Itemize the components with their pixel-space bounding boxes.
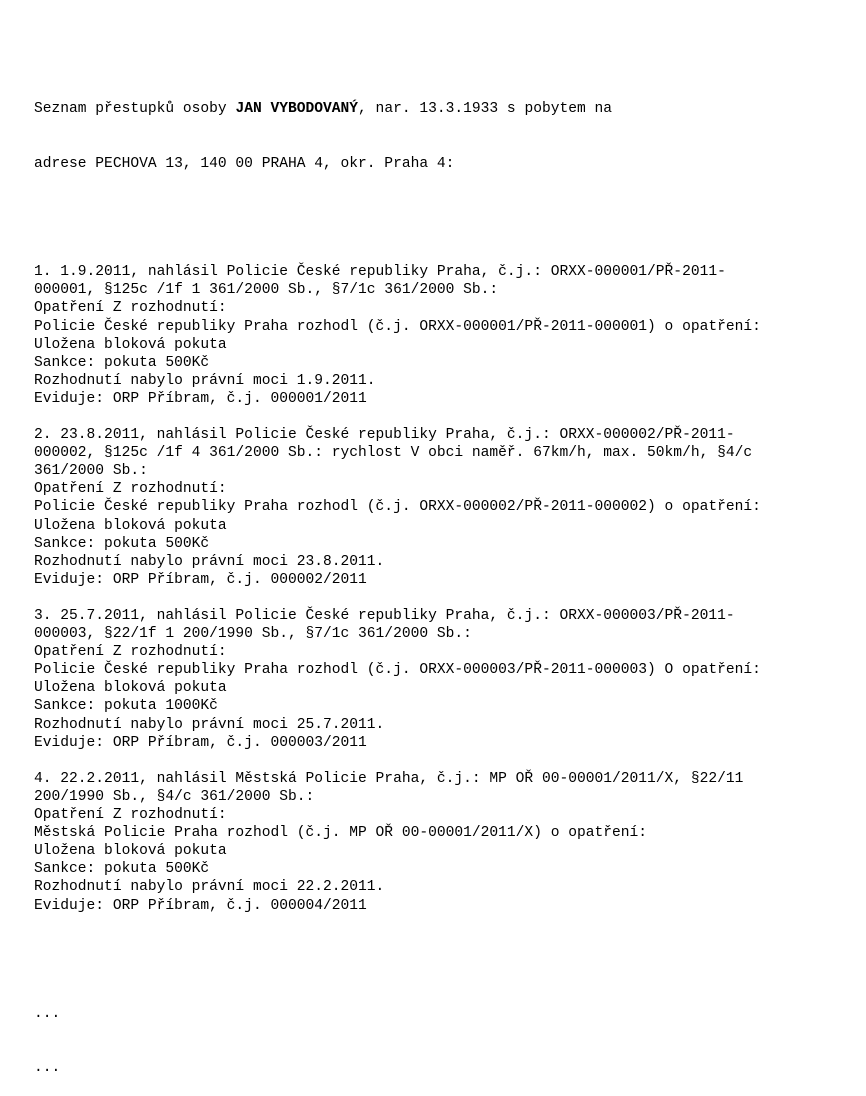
- record-line: Městská Policie Praha rozhodl (č.j. MP OŘ 00-00001/2011/X) o opatření:: [34, 825, 648, 842]
- header-prefix: Seznam přestupků osoby: [34, 101, 236, 118]
- offense-record: [34, 263, 854, 408]
- record-line: 000001, §125c /1f 1 361/2000 Sb., §7/1c 361/2000 Sb.:: [34, 282, 499, 299]
- record-line: Eviduje: ORP Příbram, č.j. 000001/2011: [34, 390, 367, 407]
- record-line: Policie České republiky Praha rozhodl (č.j. ORXX-000002/PŘ-2011-000002) o opatření:: [34, 499, 761, 516]
- header-suffix: , nar. 13.3.1933 s pobytem na: [358, 101, 613, 118]
- spacer: [34, 245, 854, 263]
- record-line: Sankce: pokuta 500Kč: [34, 861, 210, 878]
- record-line: Sankce: pokuta 500Kč: [34, 354, 210, 371]
- record-line: 200/1990 Sb., §4/c 361/2000 Sb.:: [34, 788, 315, 805]
- spacer: [34, 408, 854, 426]
- record-line: Opatření Z rozhodnutí:: [34, 644, 227, 661]
- spacer: [34, 951, 854, 969]
- record-line: Eviduje: ORP Příbram, č.j. 000004/2011: [34, 897, 367, 914]
- record-line: Uložena bloková pokuta: [34, 517, 227, 534]
- record-line: Rozhodnutí nabylo právní moci 1.9.2011.: [34, 372, 376, 389]
- record-line: Eviduje: ORP Příbram, č.j. 000002/2011: [34, 571, 367, 588]
- record-line: Opatření Z rozhodnutí:: [34, 300, 227, 317]
- record-line: Opatření Z rozhodnutí:: [34, 481, 227, 498]
- document-header: [34, 64, 854, 209]
- record-line: 000002, §125c /1f 4 361/2000 Sb.: rychlost V obci naměř. 67km/h, max. 50km/h, §4/c: [34, 445, 753, 462]
- person-name: JAN VYBODOVANÝ: [235, 101, 359, 118]
- record-line: Sankce: pokuta 500Kč: [34, 535, 210, 552]
- offense-list-document: [34, 28, 854, 1096]
- ellipsis-line: ...: [34, 1060, 61, 1077]
- record-line: Uložena bloková pokuta: [34, 680, 227, 697]
- record-line: Sankce: pokuta 1000Kč: [34, 698, 218, 715]
- record-line: Rozhodnutí nabylo právní moci 25.7.2011.: [34, 716, 385, 733]
- spacer: [34, 752, 854, 770]
- offense-record: [34, 607, 854, 752]
- record-line: 3. 25.7.2011, nahlásil Policie České republiky Praha, č.j.: ORXX-000003/PŘ-2011-: [34, 608, 735, 624]
- record-line: Rozhodnutí nabylo právní moci 22.2.2011.: [34, 879, 385, 896]
- record-line: Policie České republiky Praha rozhodl (č.j. ORXX-000001/PŘ-2011-000001) o opatření:: [34, 318, 761, 335]
- record-line: Rozhodnutí nabylo právní moci 23.8.2011.: [34, 553, 385, 570]
- record-line: Uložena bloková pokuta: [34, 843, 227, 860]
- record-line: Policie České republiky Praha rozhodl (č.j. ORXX-000003/PŘ-2011-000003) O opatření:: [34, 662, 761, 679]
- offense-record: [34, 770, 854, 915]
- spacer: [34, 589, 854, 607]
- record-line: 1. 1.9.2011, nahlásil Policie České republiky Praha, č.j.: ORXX-000001/PŘ-2011-: [34, 264, 726, 281]
- record-line: Uložena bloková pokuta: [34, 336, 227, 353]
- records-container: [34, 245, 854, 914]
- record-line: 361/2000 Sb.:: [34, 463, 148, 480]
- record-line: 4. 22.2.2011, nahlásil Městská Policie Praha, č.j.: MP OŘ 00-00001/2011/X, §22/11: [34, 770, 744, 787]
- header-line-2: adrese PECHOVA 13, 140 00 PRAHA 4, okr. Praha 4:: [34, 155, 455, 172]
- record-line: 000003, §22/1f 1 200/1990 Sb., §7/1c 361/2000 Sb.:: [34, 626, 472, 643]
- record-line: Opatření Z rozhodnutí:: [34, 807, 227, 824]
- record-line: 2. 23.8.2011, nahlásil Policie České republiky Praha, č.j.: ORXX-000002/PŘ-2011-: [34, 427, 735, 444]
- offense-record: [34, 426, 854, 589]
- record-line: Eviduje: ORP Příbram, č.j. 000003/2011: [34, 734, 367, 751]
- header-line-1: [34, 100, 854, 118]
- ellipsis-line: ...: [34, 1006, 61, 1023]
